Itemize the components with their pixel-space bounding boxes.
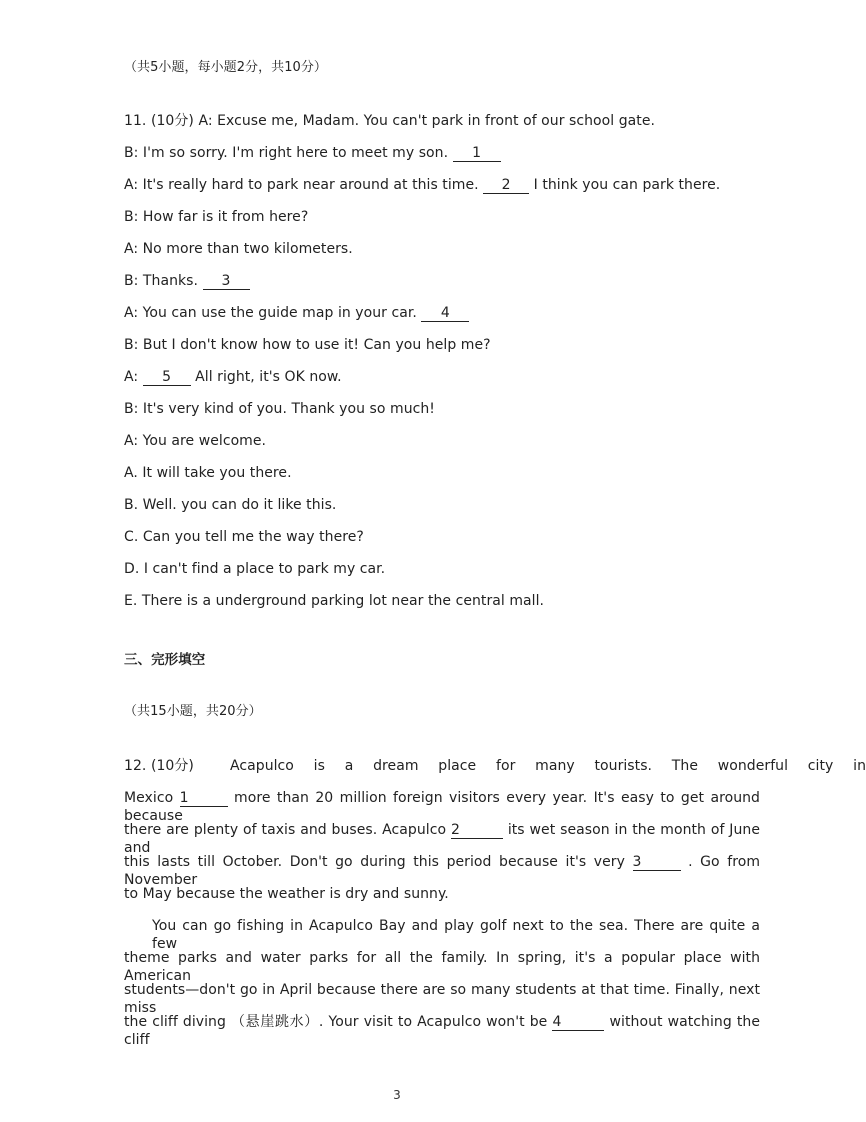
answer-blank[interactable]: 3: [203, 273, 250, 290]
passage-text: this lasts till October. Don't go during this period because it's very: [124, 854, 633, 870]
option-c: C. Can you tell me the way there?: [124, 529, 364, 545]
question-11-line-1: [124, 112, 655, 130]
answer-blank[interactable]: 3: [633, 854, 681, 871]
dialogue-line: [124, 272, 250, 290]
passage-text: Mexico: [124, 790, 180, 806]
dialogue-line: A: Excuse me, Madam. You can't park in front of our school gate.: [198, 113, 655, 129]
dialogue-text: A: You can use the guide map in your car.: [124, 305, 422, 321]
option-a: A. It will take you there.: [124, 465, 292, 481]
answer-blank[interactable]: 1: [453, 145, 501, 162]
passage-line: students—don't go in April because there are so many students at that time. Finally, next miss: [124, 982, 760, 1016]
passage-text: . Go from November: [124, 854, 761, 888]
dialogue-line: [124, 368, 342, 386]
passage-line: [124, 853, 760, 889]
passage-line: [124, 757, 866, 775]
dialogue-text: B: I'm so sorry. I'm right here to meet my son.: [124, 145, 453, 161]
passage-line: theme parks and water parks for all the family. In spring, it's a popular place with American: [124, 950, 760, 984]
section-note: （共5小题，每小题2分，共10分）: [124, 60, 327, 75]
option-d: D. I can't find a place to park my car.: [124, 561, 386, 577]
passage-line: to May because the weather is dry and sunny.: [124, 886, 449, 902]
dialogue-line: [124, 304, 469, 322]
passage-line: [124, 789, 760, 825]
dialogue-text: B: Thanks.: [124, 273, 203, 289]
question-number: 11.: [124, 113, 147, 129]
answer-blank[interactable]: 2: [483, 177, 529, 194]
page-number: 3: [393, 1088, 401, 1102]
dialogue-line: B: How far is it from here?: [124, 209, 309, 225]
dialogue-line: A: No more than two kilometers.: [124, 241, 353, 257]
answer-blank[interactable]: 4: [552, 1014, 604, 1031]
dialogue-text: I think you can park there.: [529, 177, 721, 193]
passage-text: there are plenty of taxis and buses. Acapulco: [124, 822, 451, 838]
option-e: E. There is a underground parking lot near the central mall.: [124, 593, 545, 609]
section-note: （共15小题，共20分）: [124, 704, 262, 719]
answer-blank[interactable]: 2: [451, 822, 503, 839]
option-b: B. Well. you can do it like this.: [124, 497, 337, 513]
answer-blank[interactable]: 5: [143, 369, 191, 386]
dialogue-line: [124, 176, 720, 194]
question-score: (10分): [150, 113, 194, 129]
dialogue-text: A: It's really hard to park near around at this time.: [124, 177, 484, 193]
question-number: 12.: [124, 758, 147, 774]
answer-blank[interactable]: 1: [180, 790, 228, 807]
answer-blank[interactable]: 4: [421, 305, 469, 322]
passage-line: You can go fishing in Acapulco Bay and play golf next to the sea. There are quite a few: [152, 918, 760, 952]
dialogue-line: [124, 144, 501, 162]
passage-line: [124, 1013, 760, 1049]
passage-text: the cliff diving （悬崖跳水）. Your visit to Acapulco won't be: [124, 1014, 553, 1030]
dialogue-text: A:: [124, 369, 143, 385]
passage-text: more than 20 million foreign visitors every year. It's easy to get around because: [124, 790, 760, 824]
section-title: 三、完形填空: [124, 652, 206, 668]
question-score: (10分): [150, 758, 194, 774]
dialogue-line: B: But I don't know how to use it! Can you help me?: [124, 337, 491, 353]
passage-text: without watching the cliff: [124, 1014, 760, 1048]
passage-text: Acapulco is a dream place for many tourists. The wonderful city in: [230, 758, 866, 774]
dialogue-text: All right, it's OK now.: [190, 369, 342, 385]
passage-line: [124, 821, 760, 857]
dialogue-line: B: It's very kind of you. Thank you so much!: [124, 401, 435, 417]
passage-text: its wet season in the month of June and: [124, 822, 760, 856]
dialogue-line: A: You are welcome.: [124, 433, 267, 449]
